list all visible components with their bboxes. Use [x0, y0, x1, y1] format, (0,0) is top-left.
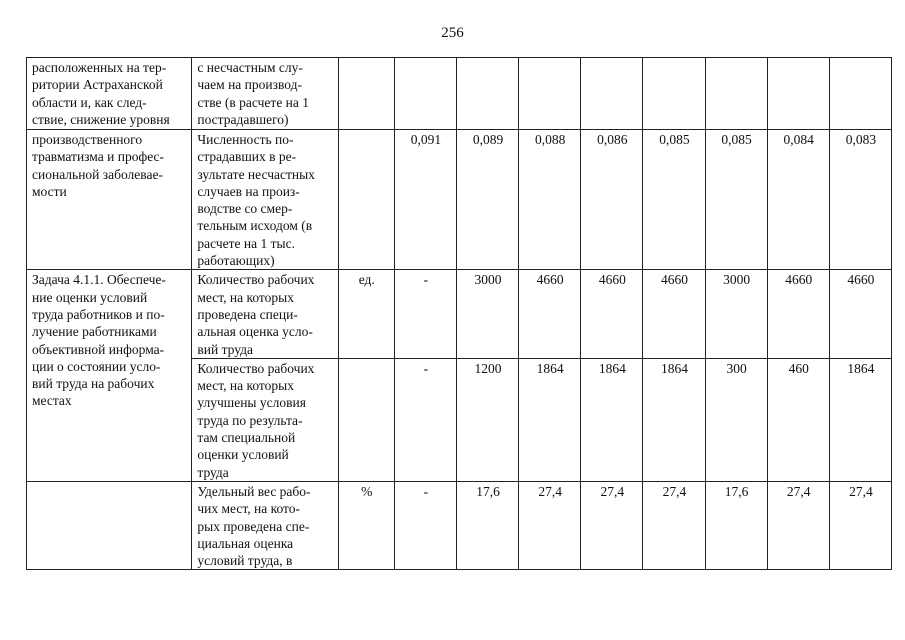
value-cell: 0,084	[767, 130, 829, 270]
value-cell: 3000	[705, 270, 767, 358]
table-row	[27, 270, 892, 358]
value-cell	[767, 58, 829, 130]
indicators-table	[26, 57, 892, 570]
value-cell: 0,085	[643, 130, 705, 270]
value-cell: 4660	[767, 270, 829, 358]
value-cell	[456, 58, 518, 130]
value-cell: 27,4	[581, 481, 643, 569]
task-cell: расположенных на тер- ритории Астраханской области и, как след- ствие, снижение уровня	[27, 58, 192, 130]
value-cell	[519, 58, 581, 130]
value-cell: -	[394, 270, 456, 358]
value-cell: 17,6	[705, 481, 767, 569]
value-cell: 300	[705, 358, 767, 481]
task-cell	[27, 481, 192, 569]
value-cell: 27,4	[643, 481, 705, 569]
value-cell	[643, 58, 705, 130]
value-cell: 1864	[581, 358, 643, 481]
value-cell	[705, 58, 767, 130]
indicator-cell: Удельный вес рабо- чих мест, на кото- рых проведена спе- циальная оценка условий труда, в	[192, 481, 338, 569]
task-cell: производственного травматизма и профес- сиональной заболевае- мости	[27, 130, 192, 270]
unit-cell: %	[338, 481, 394, 569]
value-cell: 1864	[519, 358, 581, 481]
unit-cell	[338, 130, 394, 270]
indicator-cell: с несчастным слу- чаем на производ- стве (в расчете на 1 пострадавшего)	[192, 58, 338, 130]
value-cell: 0,085	[705, 130, 767, 270]
unit-cell	[338, 58, 394, 130]
value-cell: 0,083	[829, 130, 891, 270]
page-number: 256	[441, 25, 464, 41]
table-row	[27, 58, 892, 130]
value-cell	[581, 58, 643, 130]
indicator-cell: Численность по- страдавших в ре- зультате несчастных случаев на произ- водстве со смер- тельным исходом (в расчете на 1 тыс. работающих)	[192, 130, 338, 270]
unit-cell: ед.	[338, 270, 394, 358]
value-cell: 0,088	[519, 130, 581, 270]
value-cell: 27,4	[519, 481, 581, 569]
value-cell: 3000	[456, 270, 518, 358]
value-cell: -	[394, 358, 456, 481]
value-cell: 0,089	[456, 130, 518, 270]
value-cell: 4660	[643, 270, 705, 358]
indicator-cell: Количество рабочих мест, на которых улучшены условия труда по результа- там специальной оценки условий труда	[192, 358, 338, 481]
table-row	[27, 481, 892, 569]
task-cell: Задача 4.1.1. Обеспече- ние оценки условий труда работников и по- лучение работниками объективной информа- ции о состоянии усло- вий труда на рабочих местах	[27, 270, 192, 482]
value-cell: 4660	[829, 270, 891, 358]
value-cell: 460	[767, 358, 829, 481]
value-cell: -	[394, 481, 456, 569]
value-cell: 4660	[519, 270, 581, 358]
value-cell: 17,6	[456, 481, 518, 569]
value-cell: 27,4	[829, 481, 891, 569]
value-cell	[829, 58, 891, 130]
value-cell: 0,086	[581, 130, 643, 270]
value-cell	[394, 58, 456, 130]
table-row	[27, 130, 892, 270]
value-cell: 1864	[643, 358, 705, 481]
unit-cell	[338, 358, 394, 481]
value-cell: 1200	[456, 358, 518, 481]
indicator-cell: Количество рабочих мест, на которых проведена специ- альная оценка усло- вий труда	[192, 270, 338, 358]
value-cell: 1864	[829, 358, 891, 481]
value-cell: 0,091	[394, 130, 456, 270]
value-cell: 4660	[581, 270, 643, 358]
value-cell: 27,4	[767, 481, 829, 569]
